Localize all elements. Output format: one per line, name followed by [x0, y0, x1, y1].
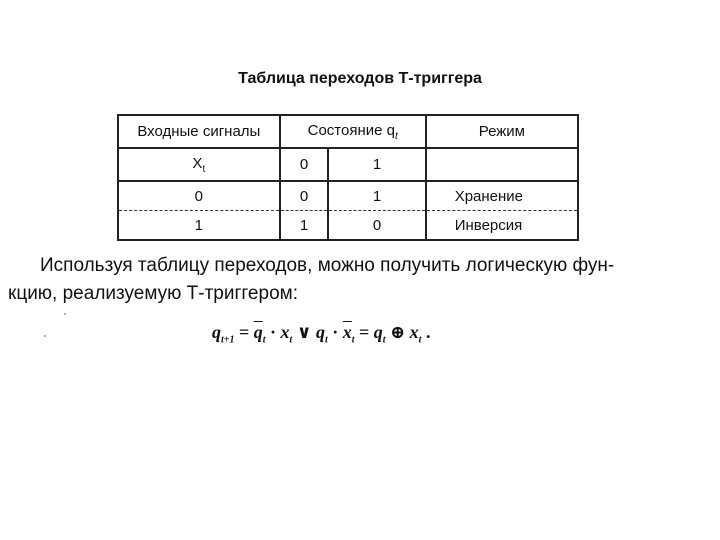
paragraph-line-1: Используя таблицу переходов, можно получить логическую фун- — [40, 255, 615, 276]
subheader-mode — [426, 148, 578, 181]
table-row — [118, 181, 578, 211]
header-inputs: Входные сигналы — [118, 115, 280, 148]
subheader-input — [118, 148, 280, 181]
cell-x: 0 — [118, 181, 280, 211]
header-state — [280, 115, 426, 148]
formula — [212, 322, 430, 346]
formula-lhs-sub: t+1 — [221, 334, 235, 346]
body-paragraph — [8, 252, 700, 308]
header-state-label: Состояние q — [307, 121, 395, 139]
formula-xor: ⊕ — [385, 322, 410, 342]
header-state-sub: t — [394, 130, 398, 142]
formula-eq: = — [234, 322, 254, 342]
formula-t1-x: x — [280, 322, 290, 342]
cell-mode: Хранение — [426, 181, 578, 211]
table-title: Таблица переходов Т-триггера — [238, 70, 482, 87]
cell-q1: 0 — [328, 211, 425, 241]
formula-t2-sub: t — [324, 334, 328, 346]
subheader-q1: 1 — [328, 148, 425, 181]
formula-t3-x: x — [409, 322, 419, 342]
subheader-input-sub: t — [202, 163, 206, 175]
formula-t2-x: $\overline{x}$ — [342, 322, 352, 342]
formula-lhs-var: q — [212, 322, 221, 342]
formula-end: . — [421, 322, 431, 342]
scan-speck — [64, 313, 66, 315]
cell-q1: 1 — [328, 181, 425, 211]
formula-dot-1: · — [265, 322, 281, 342]
cell-x: 1 — [118, 211, 280, 241]
subheader-input-label: X — [192, 154, 203, 172]
formula-t3-sub: t — [382, 334, 386, 346]
formula-t1-x-sub: t — [289, 334, 293, 346]
formula-t1-var: $\overline{q}$ — [253, 322, 263, 342]
header-mode: Режим — [426, 115, 578, 148]
formula-t3-var: q — [373, 322, 383, 342]
transition-table — [117, 114, 579, 241]
cell-q0: 1 — [280, 211, 329, 241]
table-header-row — [118, 115, 578, 148]
formula-t2-x-sub: t — [351, 334, 355, 346]
formula-dot-2: · — [327, 322, 343, 342]
table-row — [118, 211, 578, 241]
table-subheader-row — [118, 148, 578, 181]
formula-t2-var: q — [315, 322, 325, 342]
formula-t1-sub: t — [262, 334, 266, 346]
subheader-q0: 0 — [280, 148, 329, 181]
formula-t3-x-sub: t — [418, 334, 422, 346]
cell-mode: Инверсия — [426, 211, 578, 241]
formula-eq-2: = — [354, 322, 374, 342]
paragraph-line-2: кцию, реализуемую Т-триггером: — [8, 283, 298, 304]
scan-speck — [44, 335, 46, 337]
formula-or: ∨ — [292, 322, 316, 342]
cell-q0: 0 — [280, 181, 329, 211]
